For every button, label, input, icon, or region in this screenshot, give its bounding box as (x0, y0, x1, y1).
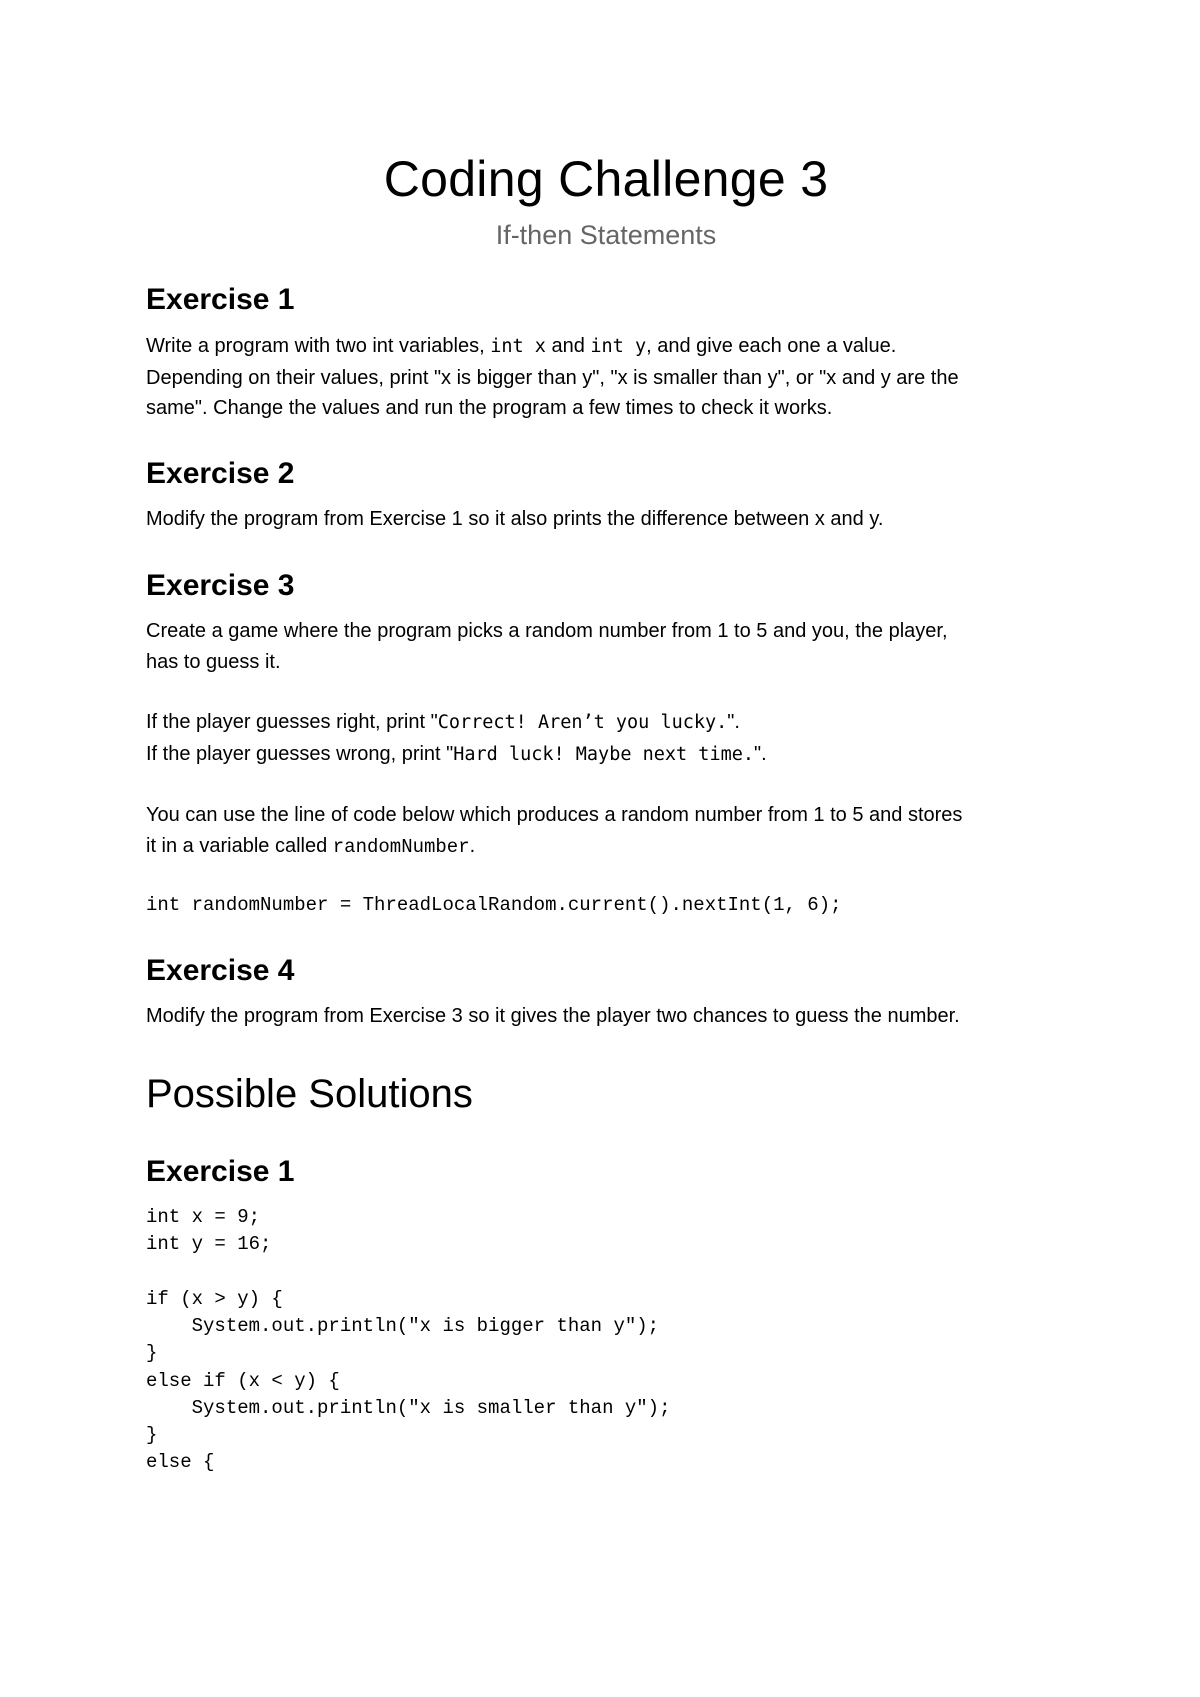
exercise-1-heading: Exercise 1 (146, 283, 295, 316)
random-note-line: . (469, 834, 476, 857)
exercise-4-heading: Exercise 4 (146, 954, 295, 988)
solution-code-block (146, 1204, 1066, 1477)
code-line: int y = 16; (146, 1233, 272, 1256)
document-subtitle: If-then Statements (495, 220, 717, 250)
exercise-2-section (146, 456, 1066, 535)
document-title: Coding Challenge 3 (383, 151, 829, 207)
code-line: System.out.println("x is smaller than y"); (146, 1396, 671, 1419)
inline-code-int-y: int y (590, 336, 647, 357)
exercise-3-print-instructions (146, 707, 1066, 770)
exercise-2-heading: Exercise 2 (146, 456, 295, 490)
exercise-3-section (146, 568, 1066, 919)
exercise-1-text-line: Depending on their values, print "x is bigger than y", "x is smaller than y", or "x and y are the (146, 366, 959, 389)
exercise-2-text: Modify the program from Exercise 1 so it also prints the difference between x and y. (146, 507, 884, 530)
print-right-text: ". (727, 711, 740, 733)
inline-code-hard-luck-message: Hard luck! Maybe next time. (453, 743, 754, 765)
solutions-heading: Possible Solutions (146, 1071, 473, 1116)
solution-exercise-1-heading: Exercise 1 (146, 1154, 295, 1188)
exercise-4-text: Modify the program from Exercise 3 so it gives the player two chances to guess the number. (146, 1005, 960, 1028)
exercise-1-text-line: same". Change the values and run the program a few times to check it works. (146, 397, 833, 419)
exercise-1-text-part: Write a program with two int variables, (146, 335, 491, 357)
code-line: else if (x < y) { (146, 1369, 340, 1392)
random-number-code-line: int randomNumber = ThreadLocalRandom.current().nextInt(1, 6); (146, 894, 842, 916)
print-right-text: If the player guesses right, print " (146, 711, 438, 733)
random-note-line: You can use the line of code below which produces a random number from 1 to 5 and stores (146, 804, 963, 826)
inline-code-random-number: randomNumber (332, 835, 470, 858)
exercise-3-text-line: has to guess it. (146, 650, 281, 673)
print-wrong-text: If the player guesses wrong, print " (146, 742, 454, 765)
random-note-line: it in a variable called (146, 834, 333, 857)
inline-code-int-x: int x (490, 336, 546, 357)
exercise-4-section (146, 953, 1066, 1032)
exercise-1-text (146, 331, 1066, 424)
code-line (146, 1258, 1066, 1285)
code-line: if (x > y) { (146, 1287, 283, 1310)
print-wrong-text: ". (754, 742, 767, 765)
code-line: else { (146, 1451, 215, 1474)
exercise-1-section (146, 282, 1066, 424)
exercise-3-text (146, 616, 1066, 677)
code-line: System.out.println("x is bigger than y"); (146, 1314, 660, 1337)
document-page (146, 150, 1066, 1477)
exercise-1-text-part: , and give each one a value. (646, 335, 897, 357)
code-line: } (146, 1424, 158, 1447)
exercise-1-text-part: and (545, 335, 591, 357)
exercise-3-heading: Exercise 3 (146, 569, 295, 602)
exercise-3-random-note (146, 800, 1066, 862)
code-line: } (146, 1342, 158, 1365)
exercise-3-text-line: Create a game where the program picks a random number from 1 to 5 and you, the player, (146, 620, 948, 642)
code-line: int x = 9; (146, 1205, 261, 1228)
solutions-section (146, 1070, 1066, 1477)
inline-code-correct-message: Correct! Aren’t you lucky. (437, 712, 728, 733)
